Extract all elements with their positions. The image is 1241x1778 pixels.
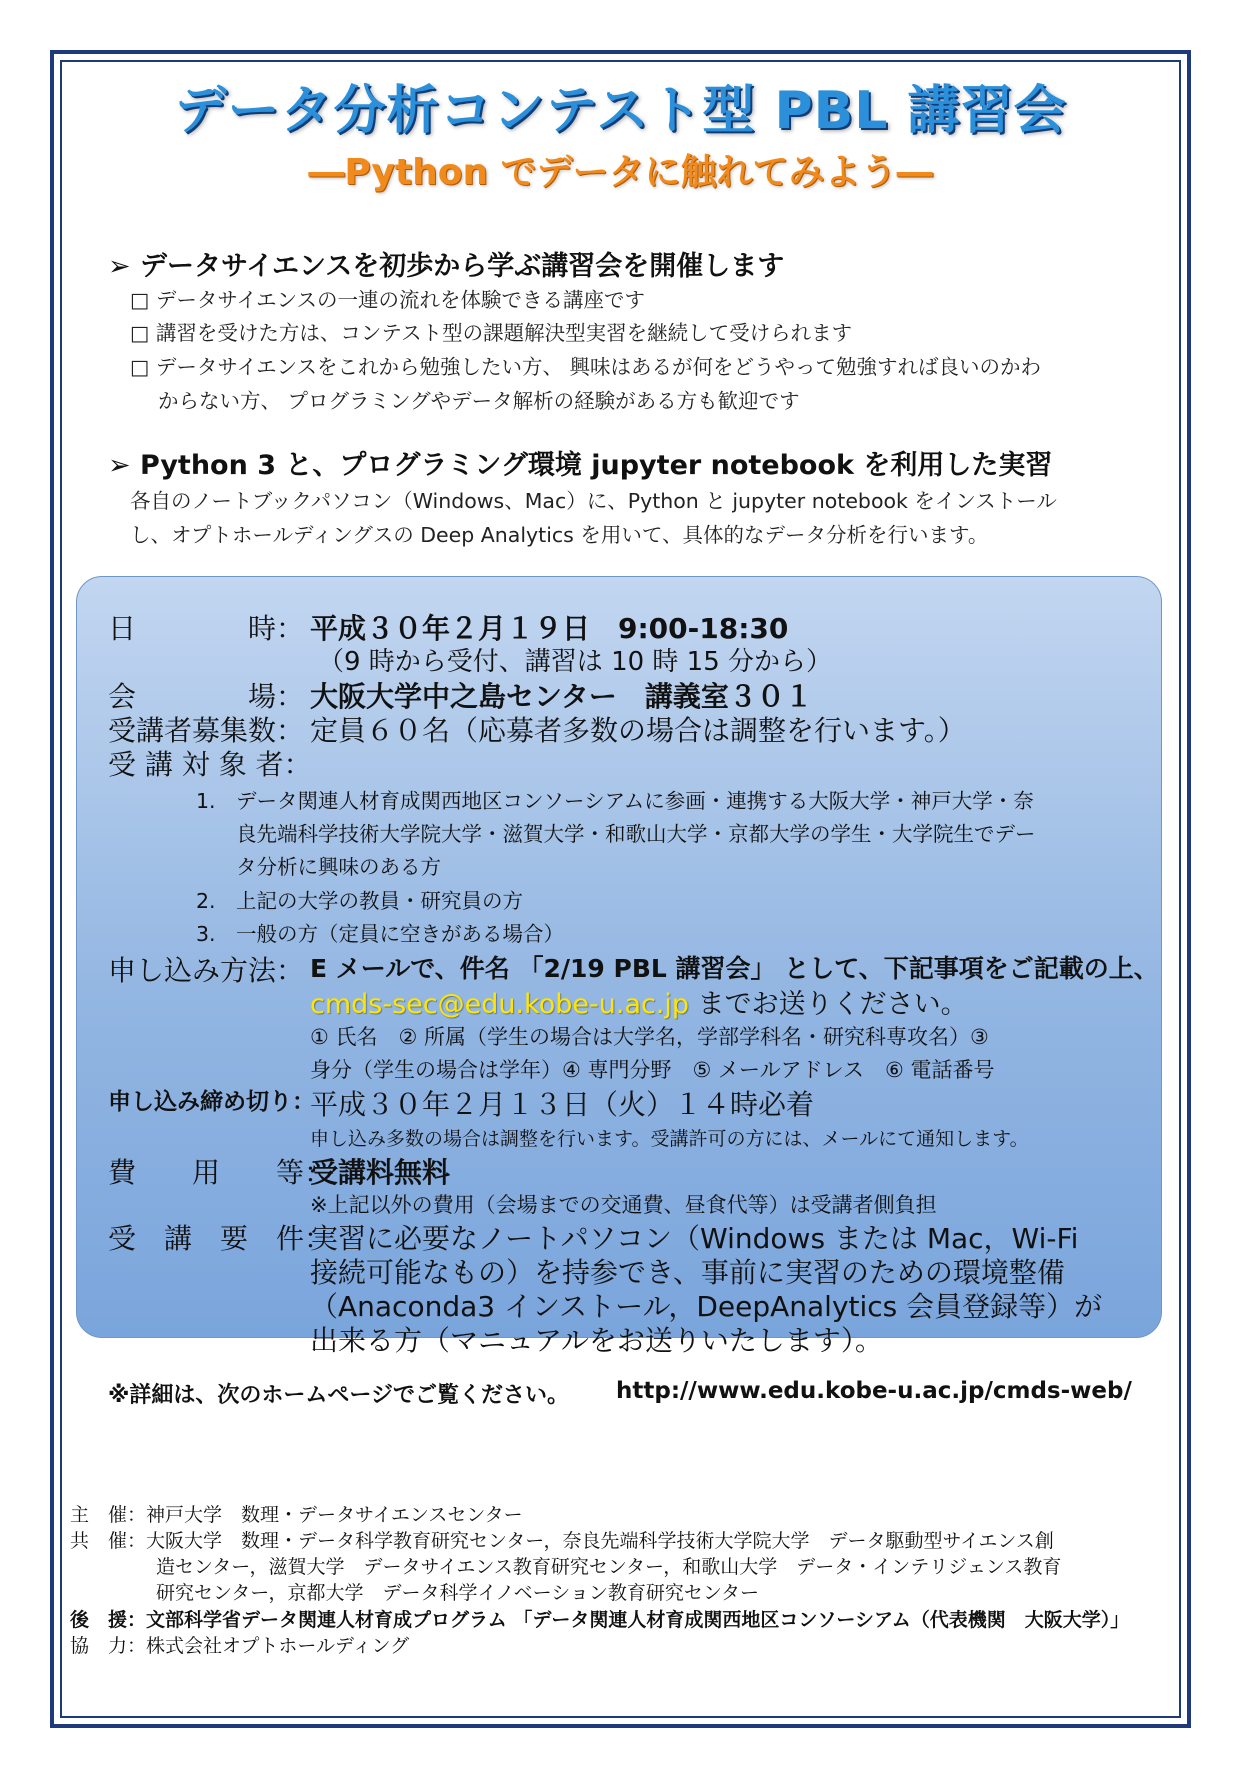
fee-note: ※上記以外の費用（会場までの交通費、昼食代等）は受講者側負担 <box>310 1193 937 1217</box>
detail-url-link[interactable]: http://www.edu.kobe-u.ac.jp/cmds-web/ <box>616 1378 1132 1404</box>
detail-text: ※詳細は、次のホームページでご覧ください。 <box>108 1383 569 1408</box>
venue-value: 大阪大学中之島センター 講義室３０１ <box>310 680 813 713</box>
requirements-line: 接続可能なもの）を持参でき、事前に実習のための環境整備 <box>310 1256 1065 1289</box>
section1-item: □ データサイエンスの一連の流れを体験できる講座です <box>130 288 646 312</box>
section2-heading: ➢ Python 3 と、プログラミング環境 jupyter notebook を利用した実習 <box>108 450 1053 481</box>
apply-email-link[interactable]: cmds-sec@edu.kobe-u.ac.jp <box>310 989 690 1020</box>
footer-host: 主 催：神戸大学 数理・データサイエンスセンター <box>70 1504 523 1526</box>
target-label: 受 講 対 象 者： <box>108 748 312 781</box>
section1-item: □ 講習を受けた方は、コンテスト型の課題解決型実習を継続して受けられます <box>130 321 853 345</box>
requirements-line: 実習に必要なノートパソコン（Windows または Mac，Wi-Fi <box>310 1222 1079 1255</box>
apply-email-line <box>310 982 968 1021</box>
footer-support: 後 援：文部科学省データ関連人材育成プログラム 「データ関連人材育成関西地区コンソーシアム（代表機関 大阪大学）」 <box>70 1609 1130 1631</box>
requirements-line: 出来る方（マニュアルをお送りいたします）。 <box>310 1324 883 1357</box>
apply-items: ① 氏名 ② 所属（学生の場合は大学名，学部学科名・研究科専攻名）③ <box>310 1025 989 1049</box>
footer-cohost: 研究センター，京都大学 データ科学イノベーション教育研究センター <box>156 1582 760 1604</box>
venue-label: 会 場： <box>108 680 305 713</box>
apply-email-suffix: までお送りください。 <box>689 989 968 1020</box>
page-title: データ分析コンテスト型 PBL 講習会 <box>174 81 1067 141</box>
section1-item: からない方、 プログラミングやデータ解析の経験がある方も歓迎です <box>158 389 800 413</box>
section2-line: 各自のノートブックパソコン（Windows、Mac）に、Python と jupyter notebook をインストール <box>130 489 1057 513</box>
deadline-note: 申し込み多数の場合は調整を行います。受講許可の方には、メールにて通知します。 <box>310 1128 1029 1150</box>
deadline-value: 平成３０年２月１３日（火）１４時必着 <box>310 1088 815 1121</box>
date-label: 日 時： <box>108 612 305 645</box>
page-subtitle: ―Python でデータに触れてみよう― <box>308 152 933 193</box>
target-item: 1. データ関連人材育成関西地区コンソーシアムに参画・連携する大阪大学・神戸大学・奈 <box>196 789 1034 813</box>
target-item: 3. 一般の方（定員に空きがある場合） <box>196 922 565 946</box>
footer-cooperation: 協 力：株式会社オプトホールディング <box>70 1635 410 1657</box>
footer-cohost: 共 催：大阪大学 数理・データ科学教育研究センター，奈良先端科学技術大学院大学 データ駆動型サイエンス創 <box>70 1530 1054 1552</box>
date-value: 平成３０年２月１９日 9:00-18:30 <box>310 612 789 645</box>
apply-label: 申し込み方法： <box>108 954 305 987</box>
fee-value: 受講料無料 <box>310 1156 451 1189</box>
apply-value-text: E メールで、件名 「2/19 PBL 講習会」 として、下記事項をご記載の上、 <box>310 954 1159 983</box>
capacity-label: 受講者募集数： <box>108 714 305 747</box>
target-item: 2. 上記の大学の教員・研究員の方 <box>196 889 524 913</box>
date-note: （9 時から受付、講習は 10 時 15 分から） <box>318 647 833 677</box>
section2-line: し、オプトホールディングスの Deep Analytics を用いて、具体的なデータ分析を行います。 <box>130 523 989 547</box>
section1-heading: ➢ データサイエンスを初歩から学ぶ講習会を開催します <box>108 251 785 282</box>
target-item: 良先端科学技術大学院大学・滋賀大学・和歌山大学・京都大学の学生・大学院生でデー <box>236 822 1036 846</box>
section1-item: □ データサイエンスをこれから勉強したい方、 興味はあるが何をどうやって勉強すれば良いのかわ <box>130 355 1042 379</box>
target-item: タ分析に興味のある方 <box>236 855 441 879</box>
requirements-line: （Anaconda3 インストール，DeepAnalytics 会員登録等）が <box>310 1290 1103 1323</box>
capacity-value: 定員６０名（応募者多数の場合は調整を行います。） <box>310 714 966 747</box>
apply-items: 身分（学生の場合は学年）④ 専門分野 ⑤ メールアドレス ⑥ 電話番号 <box>310 1058 995 1082</box>
fee-label: 費 用 等： <box>108 1156 333 1189</box>
requirements-label: 受 講 要 件： <box>108 1222 333 1255</box>
apply-value <box>310 949 1159 985</box>
footer-cohost: 造センター，滋賀大学 データサイエンス教育研究センター，和歌山大学 データ・インテリジェンス教育 <box>156 1556 1062 1578</box>
deadline-label: 申し込み締め切り： <box>108 1089 315 1115</box>
